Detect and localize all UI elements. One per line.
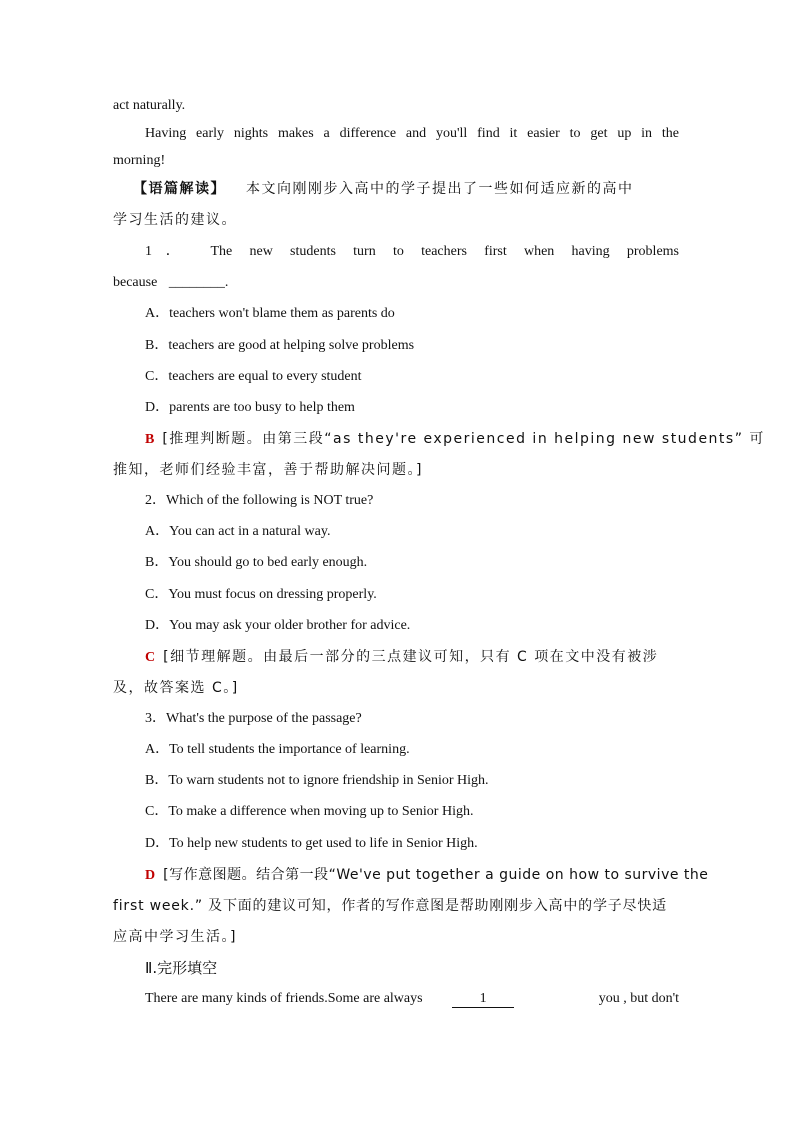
- question-1-because: because: [113, 275, 158, 290]
- question-1-option-a: A．teachers won't blame them as parents do: [145, 306, 395, 321]
- question-2-option-a: A．You can act in a natural way.: [145, 524, 331, 539]
- question-2-explanation-continued: 及，故答案选 C。]: [113, 680, 239, 696]
- question-2-explanation: [145, 647, 679, 668]
- question-1-answer: B: [145, 432, 155, 447]
- question-2-option-d: D．You may ask your older brother for advice.: [145, 618, 411, 633]
- question-2-option-c: C．You must focus on dressing properly.: [145, 587, 377, 602]
- question-1-stem-continued: [113, 273, 679, 293]
- reading-label: 【语篇解读】: [133, 181, 226, 197]
- question-2-answer: C: [145, 650, 156, 665]
- question-1-period: .: [224, 275, 229, 290]
- question-3-option-c: C．To make a difference when moving up to Senior High.: [145, 804, 474, 819]
- cloze-text-start: There are many kinds of friends.Some are always: [145, 991, 423, 1006]
- cloze-first-line: [145, 989, 679, 1009]
- question-3-explanation-end: 应高中学习生活。]: [113, 929, 237, 945]
- question-3-option-b: B．To warn students not to ignore friendship in Senior High.: [145, 773, 489, 788]
- question-3-stem: 3．What's the purpose of the passage?: [145, 711, 362, 726]
- reading-text-continued: 学习生活的建议。: [113, 212, 237, 228]
- text-line: morning!: [113, 153, 166, 168]
- question-1-stem: 1． The new students turn to teachers first when having problems: [145, 244, 679, 259]
- cloze-text-end: you , but don't: [598, 991, 679, 1006]
- question-1-option-b: B．teachers are good at helping solve problems: [145, 338, 415, 353]
- question-3-answer: D: [145, 868, 156, 883]
- reading-text: 本文向刚刚步入高中的学子提出了一些如何适应新的高中: [245, 181, 634, 197]
- question-3-option-a: A．To tell students the importance of learning.: [145, 742, 410, 757]
- question-1-explanation-continued: 推知，老师们经验丰富，善于帮助解决问题。]: [113, 462, 423, 478]
- question-1-explanation-text: [推理判断题。由第三段“as they're experienced in helping new students” 可: [162, 431, 765, 447]
- question-2-stem: 2．Which of the following is NOT true?: [145, 493, 374, 508]
- question-2-option-b: B．You should go to bed early enough.: [145, 555, 368, 570]
- question-1-option-c: C．teachers are equal to every student: [145, 369, 362, 384]
- cloze-blank-1: 1: [452, 991, 514, 1008]
- question-1-option-d: D．parents are too busy to help them: [145, 400, 355, 415]
- text-line: act naturally.: [113, 98, 186, 113]
- question-3-explanation: [145, 865, 709, 886]
- section-title: Ⅱ.完形填空: [145, 959, 218, 977]
- text-line: Having early nights makes a difference and you'll find it easier to get up in the: [145, 126, 679, 141]
- question-3-explanation-text: [写作意图题。结合第一段“We've put together a guide on how to survive the: [163, 867, 709, 883]
- reading-summary: [133, 179, 679, 199]
- question-1-blank: ________: [168, 275, 225, 290]
- question-3-explanation-continued: first week.” 及下面的建议可知，作者的写作意图是帮助刚刚步入高中的学子尽快适: [113, 898, 667, 914]
- question-2-explanation-text: [细节理解题。由最后一部分的三点建议可知，只有 C 项在文中没有被涉: [163, 649, 659, 665]
- question-1-explanation: [145, 429, 765, 450]
- question-3-option-d: D．To help new students to get used to life in Senior High.: [145, 836, 478, 851]
